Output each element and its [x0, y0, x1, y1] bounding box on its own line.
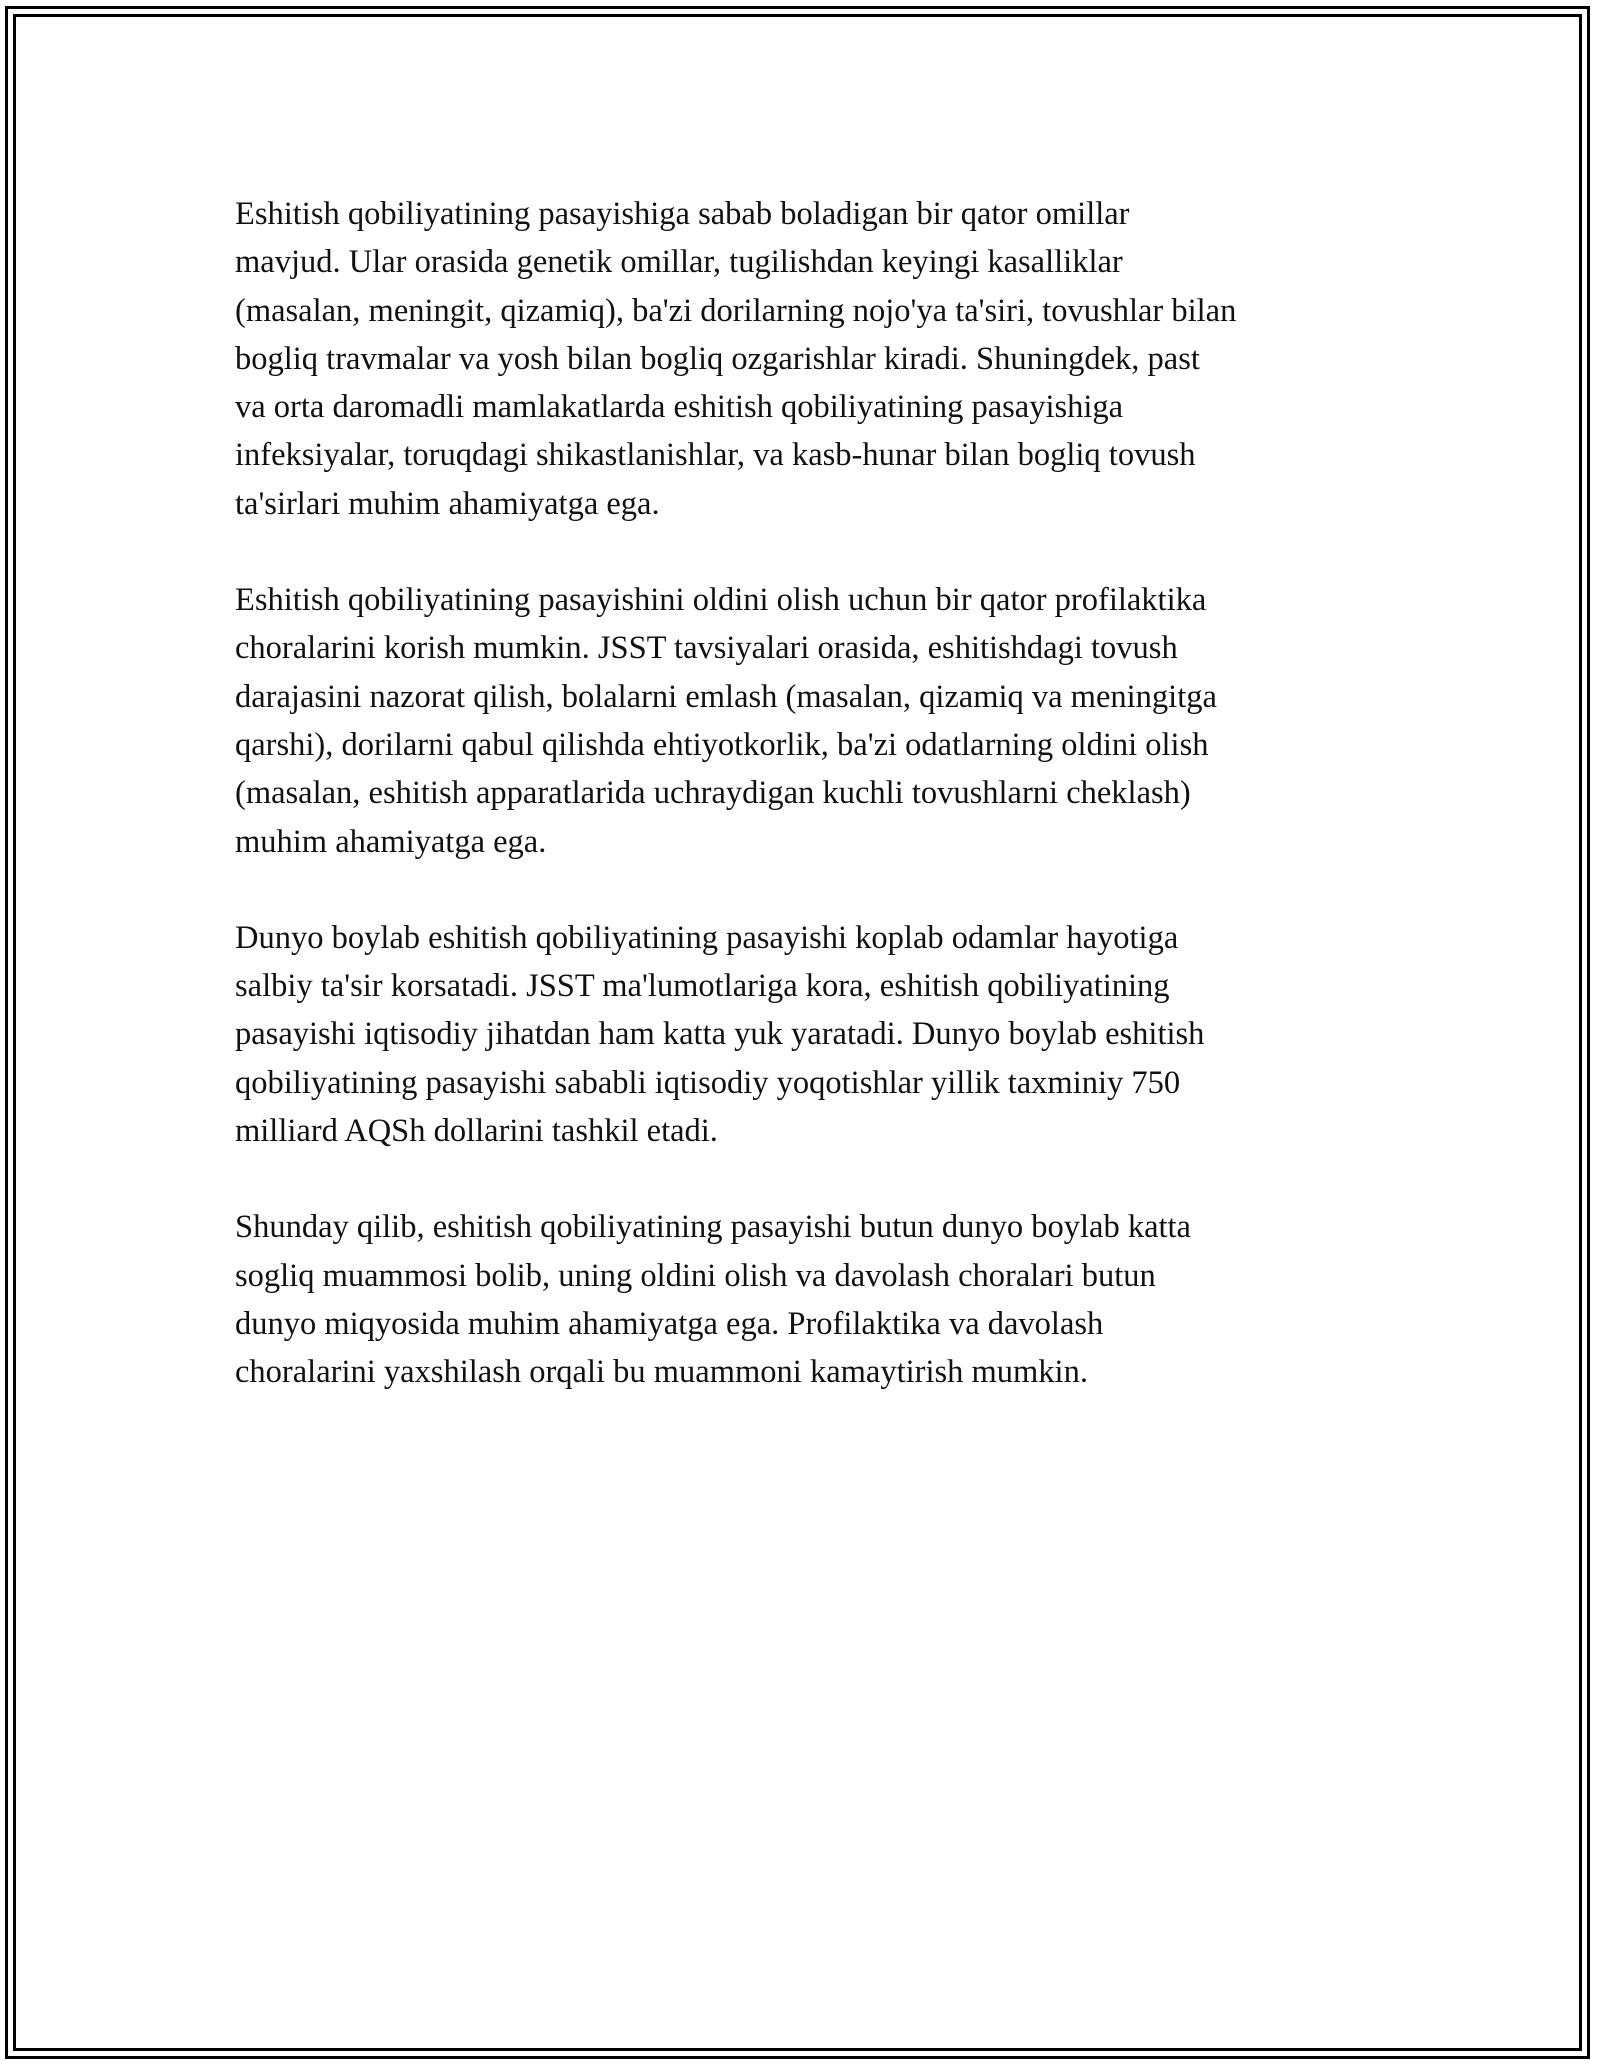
text-line: Shunday qilib, eshitish qobiliyatining pasayishi butun dunyo boylab katta — [235, 1209, 1191, 1246]
text-line: choralarini yaxshilash orqali bu muammoni kamaytirish mumkin. — [235, 1354, 1088, 1391]
text-line: qarshi), dorilarni qabul qilishda ehtiyotkorlik, ba'zi odatlarning oldini olish — [235, 726, 1209, 763]
text-line: va orta daromadli mamlakatlarda eshitish qobiliyatining pasayishiga — [235, 389, 1124, 426]
text-line: darajasini nazorat qilish, bolalarni emlash (masalan, qizamiq va meningitga — [235, 678, 1217, 715]
text-line: (masalan, meningit, qizamiq), ba'zi dorilarning nojo'ya ta'siri, tovushlar bilan — [235, 292, 1237, 329]
text-line: dunyo miqyosida muhim ahamiyatga ega. Profilaktika va davolash — [235, 1305, 1104, 1342]
text-line: mavjud. Ular orasida genetik omillar, tugilishdan keyingi kasalliklar — [235, 244, 1123, 281]
paragraph-causes — [235, 190, 1375, 528]
text-line: (masalan, eshitish apparatlarida uchraydigan kuchli tovushlarni cheklash) — [235, 775, 1191, 812]
text-line: bogliq travmalar va yosh bilan bogliq ozgarishlar kiradi. Shuningdek, past — [235, 340, 1200, 377]
text-line: ta'sirlari muhim ahamiyatga ega. — [235, 485, 660, 522]
text-line: sogliq muammosi bolib, uning oldini olish va davolash choralari butun — [235, 1257, 1156, 1294]
paragraph-conclusion — [235, 1203, 1375, 1396]
text-line: Dunyo boylab eshitish qobiliyatining pasayishi koplab odamlar hayotiga — [235, 919, 1179, 956]
text-line: Eshitish qobiliyatining pasayishiga sabab boladigan bir qator omillar — [235, 196, 1130, 232]
text-line: infeksiyalar, toruqdagi shikastlanishlar, va kasb-hunar bilan bogliq tovush — [235, 437, 1196, 474]
text-line: salbiy ta'sir korsatadi. JSST ma'lumotlariga kora, eshitish qobiliyatining — [235, 968, 1170, 1005]
document-body — [235, 190, 1375, 1445]
text-line: milliard AQSh dollarini tashkil etadi. — [235, 1113, 718, 1150]
text-line: Eshitish qobiliyatining pasayishini oldini olish uchun bir qator profilaktika — [235, 582, 1207, 619]
text-line: muhim ahamiyatga ega. — [235, 823, 547, 860]
text-line: pasayishi iqtisodiy jihatdan ham katta yuk yaratadi. Dunyo boylab eshitish — [235, 1016, 1205, 1053]
text-line: choralarini korish mumkin. JSST tavsiyalari orasida, eshitishdagi tovush — [235, 630, 1178, 667]
text-line: qobiliyatining pasayishi sababli iqtisodiy yoqotishlar yillik taxminiy 750 — [235, 1064, 1181, 1101]
paragraph-impact — [235, 914, 1375, 1155]
paragraph-prevention — [235, 576, 1375, 866]
